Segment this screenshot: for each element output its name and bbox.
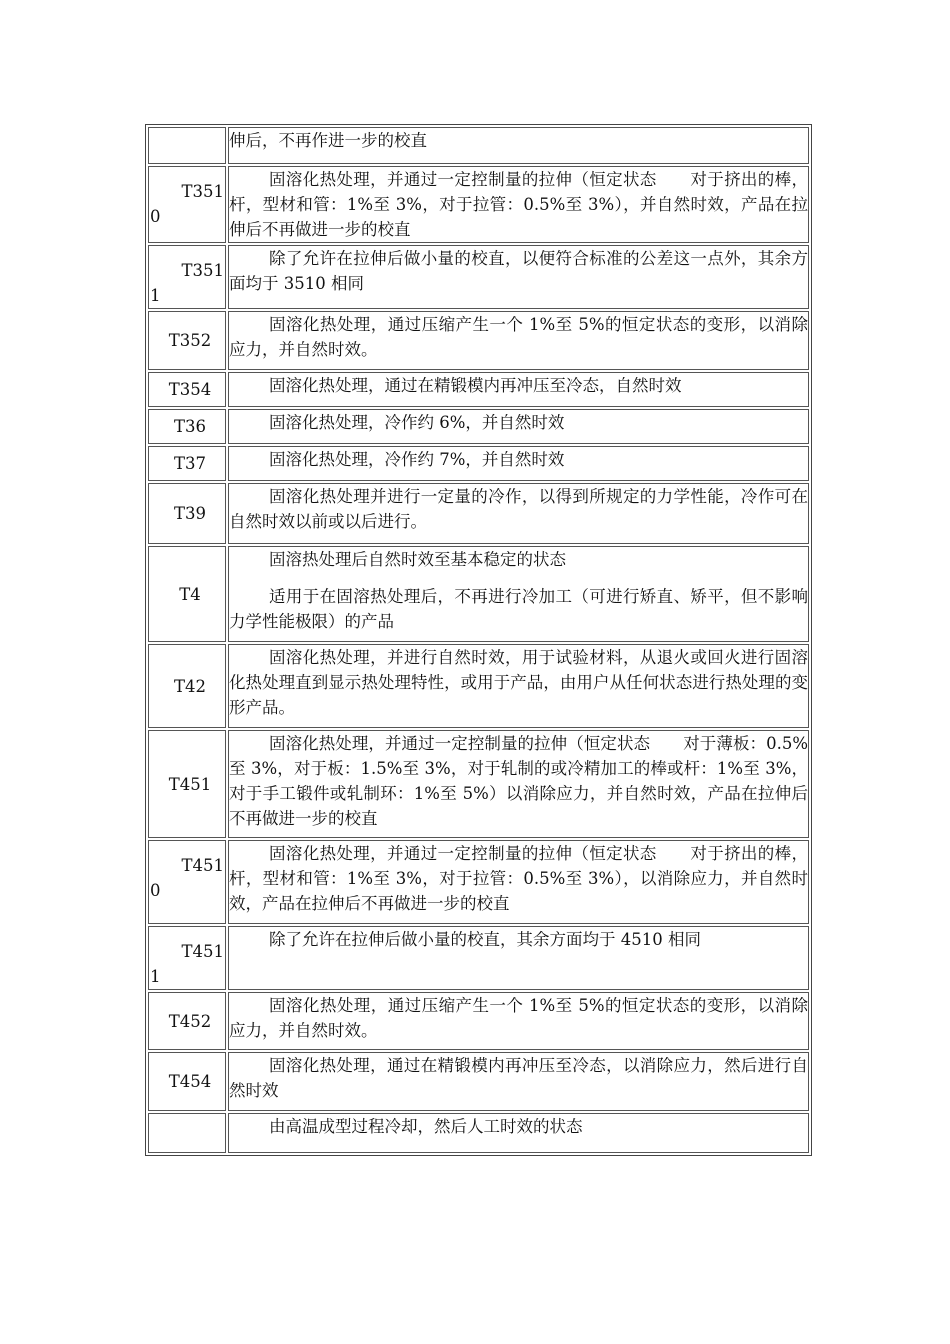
temper-code: T451 [181, 856, 224, 875]
temper-code: T451 [168, 774, 212, 794]
table-row [148, 245, 809, 309]
temper-description-cell [228, 372, 809, 407]
temper-code-wrap: 1 [150, 286, 161, 305]
temper-code: T452 [168, 1011, 212, 1031]
temper-description-cell [228, 546, 809, 642]
temper-code-wrap: 0 [150, 881, 161, 900]
temper-code-cell [148, 446, 226, 481]
description-text: 除了允许在拉伸后做小量的校直，以便符合标准的公差这一点外，其余方面均于 3510 相同 [229, 249, 808, 293]
description-text: 固溶化热处理，通过在精锻模内再冲压至冷态，以消除应力，然后进行自然时效 [229, 1056, 808, 1100]
temper-code-cell [148, 1052, 226, 1111]
table-row [148, 483, 809, 544]
temper-code: T454 [168, 1072, 212, 1091]
table-row [148, 446, 809, 481]
temper-description-cell [228, 926, 809, 990]
temper-code: T351 [181, 261, 224, 280]
temper-code-cell [148, 483, 226, 544]
temper-code: T36 [173, 417, 206, 436]
description-text: 固溶化热处理，通过压缩产生一个 1%至 5%的恒定状态的变形，以消除应力，并自然时效。 [229, 996, 808, 1040]
temper-description-cell [228, 730, 809, 838]
temper-code [184, 136, 190, 155]
temper-code-cell [148, 730, 226, 838]
temper-code-cell [148, 409, 226, 444]
temper-code: T352 [168, 331, 212, 350]
temper-code: T39 [173, 504, 206, 523]
table-row [148, 840, 809, 924]
temper-description-cell [228, 166, 809, 243]
temper-code: T37 [173, 454, 206, 473]
temper-code-cell [148, 1113, 226, 1153]
temper-code-cell [148, 311, 226, 370]
table-row [148, 372, 809, 407]
temper-description-cell [228, 1113, 809, 1153]
table-row [148, 1113, 809, 1153]
temper-code-cell [148, 992, 226, 1050]
temper-description-cell [228, 409, 809, 444]
temper-code: T451 [181, 942, 224, 961]
temper-description-cell [228, 644, 809, 728]
description-text: 固溶化热处理，并进行自然时效，用于试验材料，从退火或回火进行固溶化热处理直到显示热处理特性，或用于产品，由用户从任何状态进行热处理的变形产品。 [229, 648, 808, 717]
temper-code-cell [148, 926, 226, 990]
description-text: 固溶化热处理，并通过一定控制量的拉伸（恒定状态 对于挤出的棒，杆，型材和管：1%至 3%，对于拉管：0.5%至 3%），以消除应力，并自然时效，产品在拉伸后不再做进一步的校直 [229, 844, 808, 913]
temper-code-cell [148, 127, 226, 164]
temper-code: T42 [173, 676, 206, 696]
description-text: 固溶化热处理，冷作约 7%，并自然时效 [269, 450, 565, 469]
description-text: 固溶化热处理，通过在精锻模内再冲压至冷态，自然时效 [269, 376, 682, 395]
description-text: 固溶化热处理，并通过一定控制量的拉伸（恒定状态 对于薄板：0.5%至 3%，对于板：1.5%至 3%，对于轧制的或冷精加工的棒或杆：1%至 3%，对于手工锻件或轧制环：1%至 5%）以消除应力，并自然时效，产品在拉伸后不再做进一步的校直 [229, 734, 808, 828]
temper-description-cell [228, 483, 809, 544]
table-row [148, 546, 809, 642]
table-row [148, 926, 809, 990]
temper-code [184, 1124, 190, 1143]
description-text: 伸后，不再作进一步的校直 [229, 131, 427, 150]
temper-code: T354 [168, 380, 212, 399]
temper-code-cell [148, 546, 226, 642]
table-row [148, 409, 809, 444]
temper-description-cell [228, 446, 809, 481]
temper-code-cell [148, 166, 226, 243]
temper-code-cell [148, 245, 226, 309]
description-text: 固溶化热处理，并通过一定控制量的拉伸（恒定状态 对于挤出的棒，杆，型材和管：1%至 3%，对于拉管：0.5%至 3%），并自然时效，产品在拉伸后不再做进一步的校直 [229, 170, 808, 239]
temper-description-cell [228, 245, 809, 309]
temper-description-cell [228, 1052, 809, 1111]
temper-code-wrap: 0 [150, 207, 161, 226]
description-text: 除了允许在拉伸后做小量的校直，其余方面均于 4510 相同 [269, 930, 701, 949]
temper-code: T4 [179, 584, 201, 604]
table-row [148, 166, 809, 243]
description-text: 由高温成型过程冷却，然后人工时效的状态 [269, 1117, 583, 1136]
description-text: 固溶热处理后自然时效至基本稳定的状态 [269, 550, 566, 569]
table-row [148, 311, 809, 370]
temper-code: T351 [181, 182, 224, 201]
temper-code-cell [148, 372, 226, 407]
description-text: 固溶化热处理，冷作约 6%，并自然时效 [269, 413, 565, 432]
description-text: 固溶化热处理并进行一定量的冷作，以得到所规定的力学性能，冷作可在自然时效以前或以后进行。 [229, 487, 808, 531]
description-text: 适用于在固溶热处理后，不再进行冷加工（可进行矫直、矫平，但不影响力学性能极限）的产品 [229, 587, 808, 631]
table-row [148, 992, 809, 1050]
temper-code-cell [148, 840, 226, 924]
description-text: 固溶化热处理，通过压缩产生一个 1%至 5%的恒定状态的变形，以消除应力，并自然时效。 [229, 315, 808, 359]
table-row [148, 730, 809, 838]
table-row [148, 127, 809, 164]
temper-description-cell [228, 840, 809, 924]
table-row [148, 1052, 809, 1111]
temper-code-wrap: 1 [150, 967, 161, 986]
table-row [148, 644, 809, 728]
temper-description-cell [228, 992, 809, 1050]
temper-designation-table [145, 124, 812, 1156]
temper-code-cell [148, 644, 226, 728]
temper-description-cell [228, 311, 809, 370]
temper-description-cell [228, 127, 809, 164]
